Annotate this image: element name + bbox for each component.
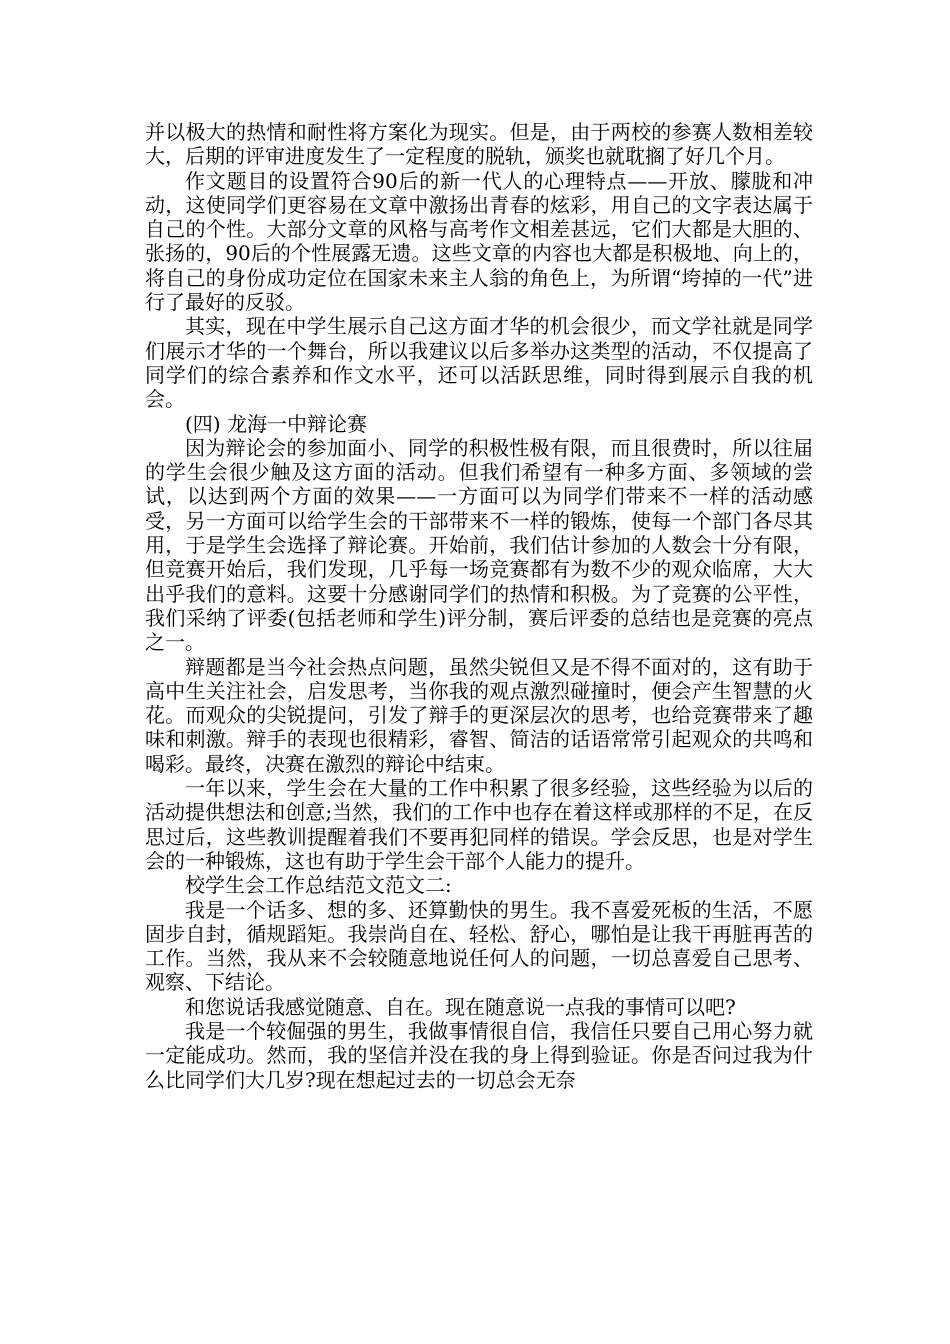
- paragraph-debate-intro: 因为辩论会的参加面小、同学的积极性极有限，而且很费时，所以往届的学生会很少触及这方面的活动。但我们希望有一种多方面、多领域的尝试，以达到两个方面的效果——一方面可以为同学们带来不一样的活动感受，另一方面可以给学生会的干部带来不一样的锻炼，使每一个部门各尽其用，于是学生会选择了辩论赛。开始前，我们估计参加的人数会十分有限，但竞赛开始后，我们发现，几乎每一场竞赛都有为数不少的观众临席，大大出乎我们的意料。这要十分感谢同学们的热情和积极。为了竞赛的公平性，我们采纳了评委(包括老师和学生)评分制，赛后评委的总结也是竞赛的亮点之一。: [145, 435, 813, 655]
- paragraph-essay-topic: 作文题目的设置符合90后的新一代人的心理特点——开放、朦胧和冲动，这使同学们更容易在文章中激扬出青春的炫彩，用自己的文字表达属于自己的个性。大部分文章的风格与高考作文相差甚远，它们大都是大胆的、张扬的，90后的个性展露无遗。这些文章的内容也大都是积极地、向上的，将自己的身份成功定位在国家未来主人翁的角色上，为所谓“垮掉的一代”进行了最好的反驳。: [145, 168, 813, 315]
- paragraph-year-summary: 一年以来，学生会在大量的工作中积累了很多经验，这些经验为以后的活动提供想法和创意;当然，我们的工作中也存在着这样或那样的不足，在反思过后，这些教训提醒着我们不要再犯同样的错误。学会反思，也是对学生会的一种锻炼，这也有助于学生会干部个人能力的提升。: [145, 776, 813, 873]
- section-heading-sample-two: 校学生会工作总结范文范文二:: [185, 873, 452, 898]
- paragraph-casual-talk: 和您说话我感觉随意、自在。现在随意说一点我的事情可以吧?: [185, 994, 736, 1019]
- document-page: [145, 120, 813, 1092]
- paragraph-self-intro: 我是一个话多、想的多、还算勤快的男生。我不喜爱死板的生活，不愿固步自封，循规蹈矩。我崇尚自在、轻松、舒心，哪怕是让我干再脏再苦的工作。当然，我从来不会较随意地说任何人的问题，一切总喜爱自己思考、观察、下结论。: [145, 897, 813, 995]
- paragraph-debate-topics: 辩题都是当今社会热点问题，虽然尖锐但又是不得不面对的，这有助于高中生关注社会，启发思考，当你我的观点激烈碰撞时，便会产生智慧的火花。而观众的尖锐提问，引发了辩手的更深层次的思考，也给竞赛带来了趣味和刺激。辩手的表现也很精彩，睿智、简洁的话语常常引起观众的共鸣和喝彩。最终，决赛在激烈的辩论中结束。: [145, 654, 813, 776]
- paragraph-confidence: 我是一个较倔强的男生，我做事情很自信，我信任只要自己用心努力就一定能成功。然而，我的坚信并没在我的身上得到验证。你是否问过我为什么比同学们大几岁?现在想起过去的一切总会无奈: [145, 1018, 813, 1092]
- section-heading-debate: (四) 龙海一中辩论赛: [185, 411, 367, 436]
- paragraph-literature-club: 其实，现在中学生展示自己这方面才华的机会很少，而文学社就是同学们展示才华的一个舞台，所以我建议以后多举办这类型的活动，不仅提高了同学们的综合素养和作文水平，还可以活跃思维，同时得到展示自我的机会。: [145, 314, 813, 412]
- paragraph-continuation: 并以极大的热情和耐性将方案化为现实。但是，由于两校的参赛人数相差较大，后期的评审进度发生了一定程度的脱轨，颁奖也就耽搁了好几个月。: [145, 120, 813, 169]
